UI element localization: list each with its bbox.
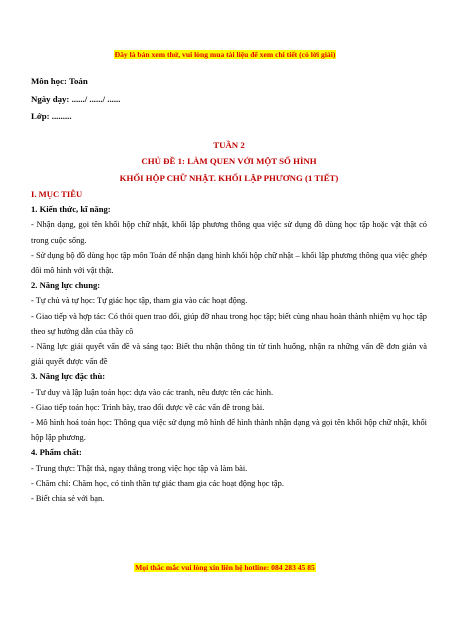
- objective-item: - Nhận dạng, gọi tên khối hộp chữ nhật, khối lập phương thông qua việc sử dụng đồ dùng học tập hoặc vật thật có trong cuộc sống.: [31, 220, 427, 245]
- objective-heading: 4. Phẩm chất:: [31, 447, 82, 458]
- objective-heading: 1. Kiến thức, kĩ năng:: [31, 204, 111, 215]
- preview-notice-banner: [0, 50, 450, 59]
- objective-heading: 2. Năng lực chung:: [31, 280, 101, 291]
- date-line: Ngày dạy: ....../ ....../ ......: [31, 93, 121, 104]
- week-title: TUẦN 2: [213, 139, 245, 150]
- objective-item: - Biết chia sẻ với bạn.: [31, 494, 105, 504]
- hotline-text: Mọi thắc mắc vui lòng xin liên hệ hotline: 084 283 45 85: [135, 563, 315, 572]
- objective-item: - Sử dụng bộ đồ dùng học tập môn Toán để nhận dạng hình khối hộp chữ nhật – khối lập phương thông qua việc ghép đôi mô hình với vật thật.: [31, 250, 427, 276]
- class-line: Lớp: .........: [31, 111, 72, 121]
- objective-item: - Mô hình hoá toán học: Thông qua việc sử dụng mô hình để hình thành nhận dạng và gọi tên khối hộp chữ nhật, khối hộp lập phương.: [31, 418, 427, 443]
- section-title: I. MỤC TIÊU: [31, 189, 83, 199]
- objective-item: - Tư duy và lập luận toán học: dựa vào các tranh, nêu được tên các hình.: [31, 387, 274, 397]
- preview-notice-text: Đây là bản xem thử, vui lòng mua tài liệu để xem chi tiết (có lời giải): [114, 50, 336, 59]
- objective-item: - Năng lực giải quyết vấn đề và sáng tạo: Biết thu nhận thông tin từ tình huống, nhận ra những vấn đề đơn giản và giải quyết được vấn đề: [31, 342, 427, 367]
- objective-item: - Chăm chỉ: Chăm học, có tinh thần tự giác tham gia các hoạt động học tập.: [31, 478, 284, 488]
- objective-item: - Tự chủ và tự học: Tự giác học tập, tham gia vào các hoạt động.: [31, 296, 248, 306]
- objective-item: - Giao tiếp và hợp tác: Có thói quen trao đổi, giúp đỡ nhau trong học tập; biết cùng nhau hoàn thành nhiệm vụ học tập theo sự hướng dẫn của thầy cô: [31, 311, 427, 336]
- objective-heading: 3. Năng lực đặc thù:: [31, 371, 106, 382]
- objective-item: - Trung thực: Thật thà, ngay thẳng trong việc học tập và làm bài.: [31, 463, 248, 473]
- objectives-sections: [31, 202, 427, 506]
- lesson-title: KHỐI HỘP CHỮ NHẬT. KHỐI LẬP PHƯƠNG (1 TIẾT): [119, 172, 339, 183]
- hotline-banner: [0, 563, 450, 572]
- topic-title: CHỦ ĐỀ 1: LÀM QUEN VỚI MỘT SỐ HÌNH: [141, 156, 317, 166]
- document-body: [31, 76, 427, 506]
- objective-item: - Giao tiếp toán học: Trình bày, trao đổi được về các vấn đề trong bài.: [31, 402, 265, 412]
- subject-line: Môn học: Toán: [31, 76, 88, 86]
